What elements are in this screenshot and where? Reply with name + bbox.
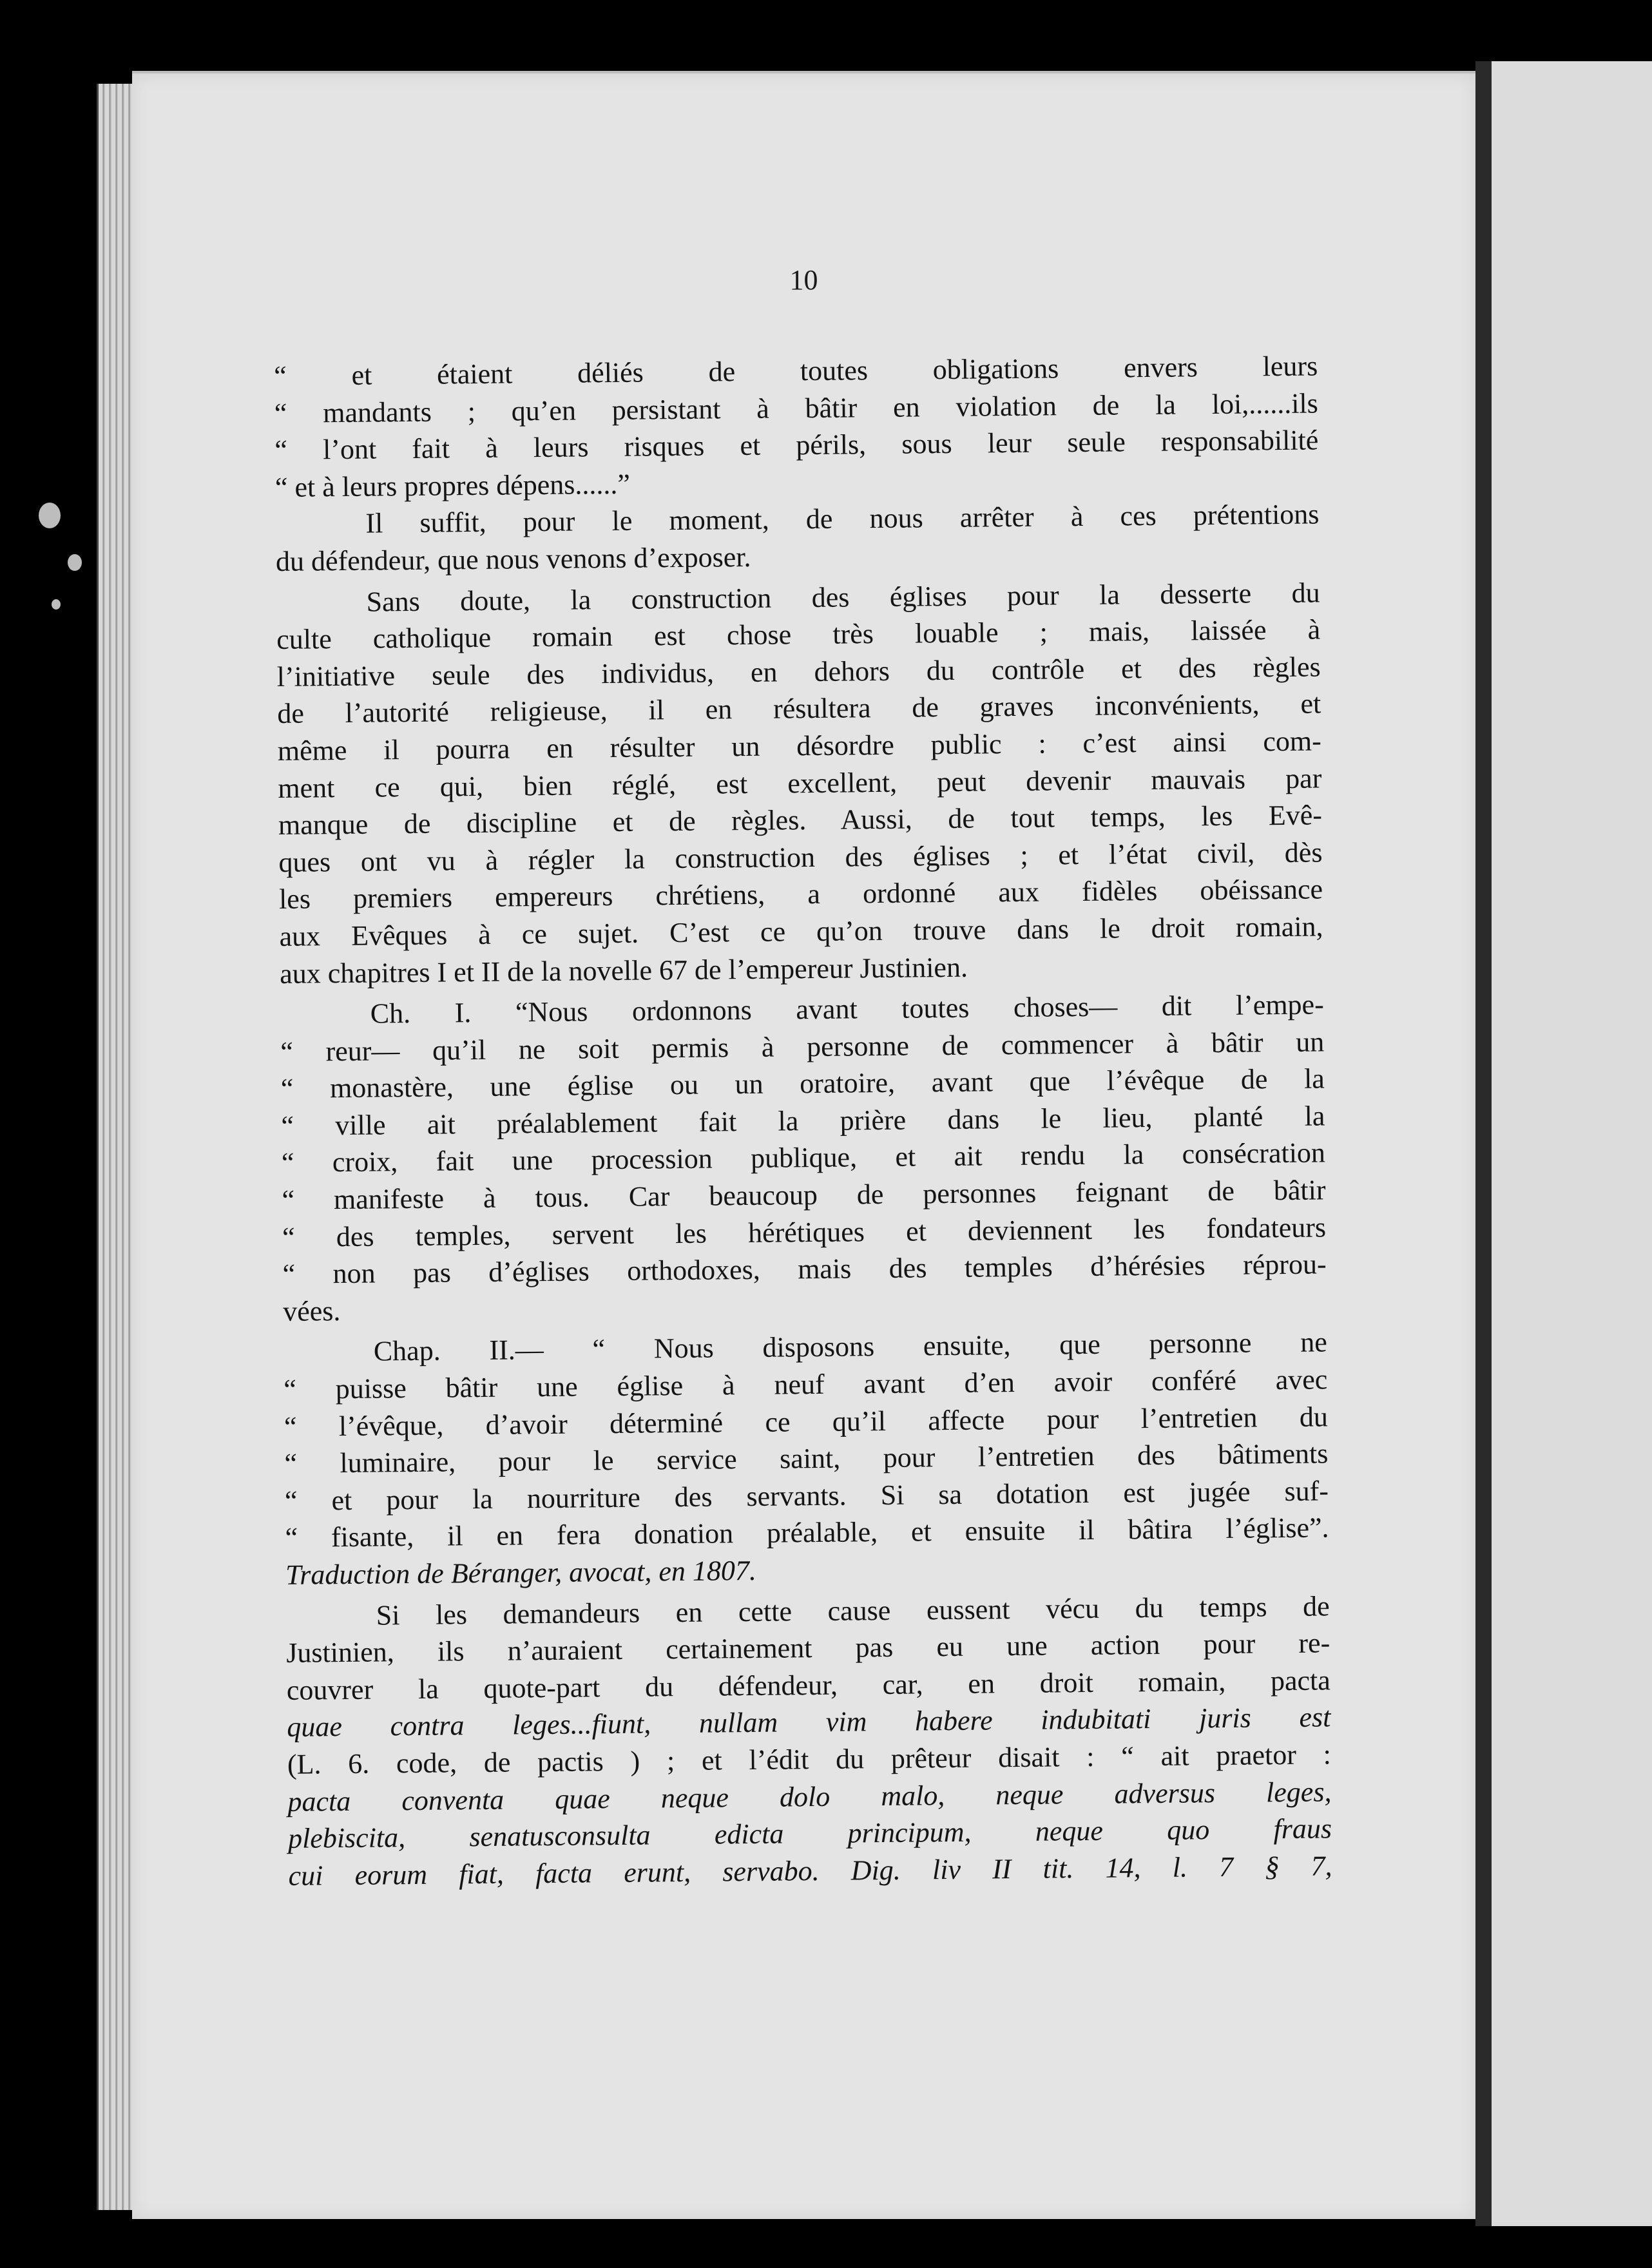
text-line: pacta conventa quae neque dolo malo, neque adversus leges, — [287, 1775, 1332, 1818]
text-line: même il pourra en résulter un désordre public : c’est ainsi com- — [277, 725, 1322, 767]
text-line: “ luminaire, pour le service saint, pour l’entretien des bâtiments — [284, 1437, 1329, 1480]
text-line: “ reur— qu’il ne soit permis à personne de commencer à bâtir un — [280, 1026, 1325, 1068]
text-line: “ non pas d’églises orthodoxes, mais des temples d’hérésies réprou- — [282, 1248, 1327, 1291]
text-line: Il suffit, pour le moment, de nous arrêter à ces prétentions — [365, 498, 1320, 540]
text-line: Si les demandeurs en cette cause eussent vécu du temps de — [376, 1590, 1330, 1631]
text-line: aux Evêques à ce sujet. C’est ce qu’on trouve dans le droit romain, — [279, 910, 1323, 952]
text-line: “ et étaient déliés de toutes obligations envers leurs — [274, 350, 1318, 392]
text-line: “ croix, fait une procession publique, et ait rendu la consécration — [281, 1137, 1326, 1179]
text-line: “ mandants ; qu’en persistant à bâtir en violation de la loi,......ils — [274, 387, 1318, 429]
text-line: cui eorum fiat, facta erunt, servabo. Dig. liv II tit. 14, l. 7 § 7, — [288, 1850, 1332, 1892]
text-line: “ des temples, servent les hérétiques et deviennent les fondateurs — [282, 1211, 1327, 1253]
text-line: manque de discipline et de règles. Aussi, de tout temps, les Evê- — [278, 799, 1323, 841]
text-line: couvrer la quote-part du défendeur, car, en droit romain, pacta — [286, 1664, 1331, 1706]
dust-speck — [52, 599, 61, 610]
text-line: quae contra leges...fiunt, nullam vim habere indubitati juris est — [287, 1701, 1331, 1744]
text-line: ques ont vu à régler la construction des églises ; et l’état civil, dès — [278, 836, 1323, 878]
body-text — [274, 347, 1332, 1894]
dust-speck — [39, 503, 61, 528]
text-line: “ l’ont fait à leurs risques et périls, sous leur seule responsabilité — [274, 424, 1319, 466]
text-line: Ch. I. “Nous ordonnons avant toutes choses— dit l’empe- — [370, 988, 1324, 1030]
text-line: “ et pour la nourriture des servants. Si sa dotation est jugée suf- — [284, 1475, 1329, 1517]
text-line: “ fisante, il en fera donation préalable, et ensuite il bâtira l’église”. — [285, 1512, 1329, 1554]
text-line: Traduction de Béranger, avocat, en 1807. — [285, 1554, 757, 1591]
text-line: Chap. II.— “ Nous disposons ensuite, que personne ne — [373, 1326, 1327, 1368]
text-line: “ et à leurs propres dépens......” — [274, 468, 631, 503]
text-line: les premiers empereurs chrétiens, a ordonné aux fidèles obéissance — [278, 873, 1323, 916]
text-line: aux chapitres I et II de la novelle 67 de l’empereur Justinien. — [279, 951, 968, 990]
text-line: du défendeur, que nous venons d’exposer. — [275, 541, 751, 577]
dust-speck — [68, 554, 82, 571]
text-line: vées. — [282, 1294, 341, 1327]
text-line: (L. 6. code, de pactis ) ; et l’édit du prêteur disait : “ ait praetor : — [287, 1738, 1332, 1780]
text-line: “ monastère, une église ou un oratoire, avant que l’évêque de la — [280, 1062, 1325, 1105]
book-gutter — [1475, 61, 1492, 2226]
text-line: Justinien, ils n’auraient certainement pas eu une action pour re- — [286, 1627, 1330, 1669]
text-line: “ l’évêque, d’avoir déterminé ce qu’il affecte pour l’entretien du — [283, 1400, 1329, 1443]
text-line: culte catholique romain est chose très louable ; mais, laissée à — [276, 613, 1321, 656]
text-line: plebiscita, senatusconsulta edicta principum, neque quo fraus — [287, 1812, 1332, 1855]
text-line: ment ce qui, bien réglé, est excellent, peut devenir mauvais par — [278, 762, 1322, 804]
text-line: Sans doute, la construction des églises pour la desserte du — [366, 576, 1320, 618]
page-number: 10 — [789, 264, 818, 296]
adjacent-page — [1492, 61, 1652, 2226]
text-line: l’initiative seule des individus, en dehors du contrôle et des règles — [276, 651, 1321, 693]
text-line: “ puisse bâtir une église à neuf avant d’en avoir conféré avec — [283, 1363, 1328, 1405]
text-line: “ manifeste à tous. Car beaucoup de personnes feignant de bâtir — [282, 1174, 1326, 1216]
text-line: de l’autorité religieuse, il en résultera de graves inconvénients, et — [277, 687, 1321, 730]
text-line: “ ville ait préalablement fait la prière dans le lieu, planté la — [281, 1100, 1325, 1142]
